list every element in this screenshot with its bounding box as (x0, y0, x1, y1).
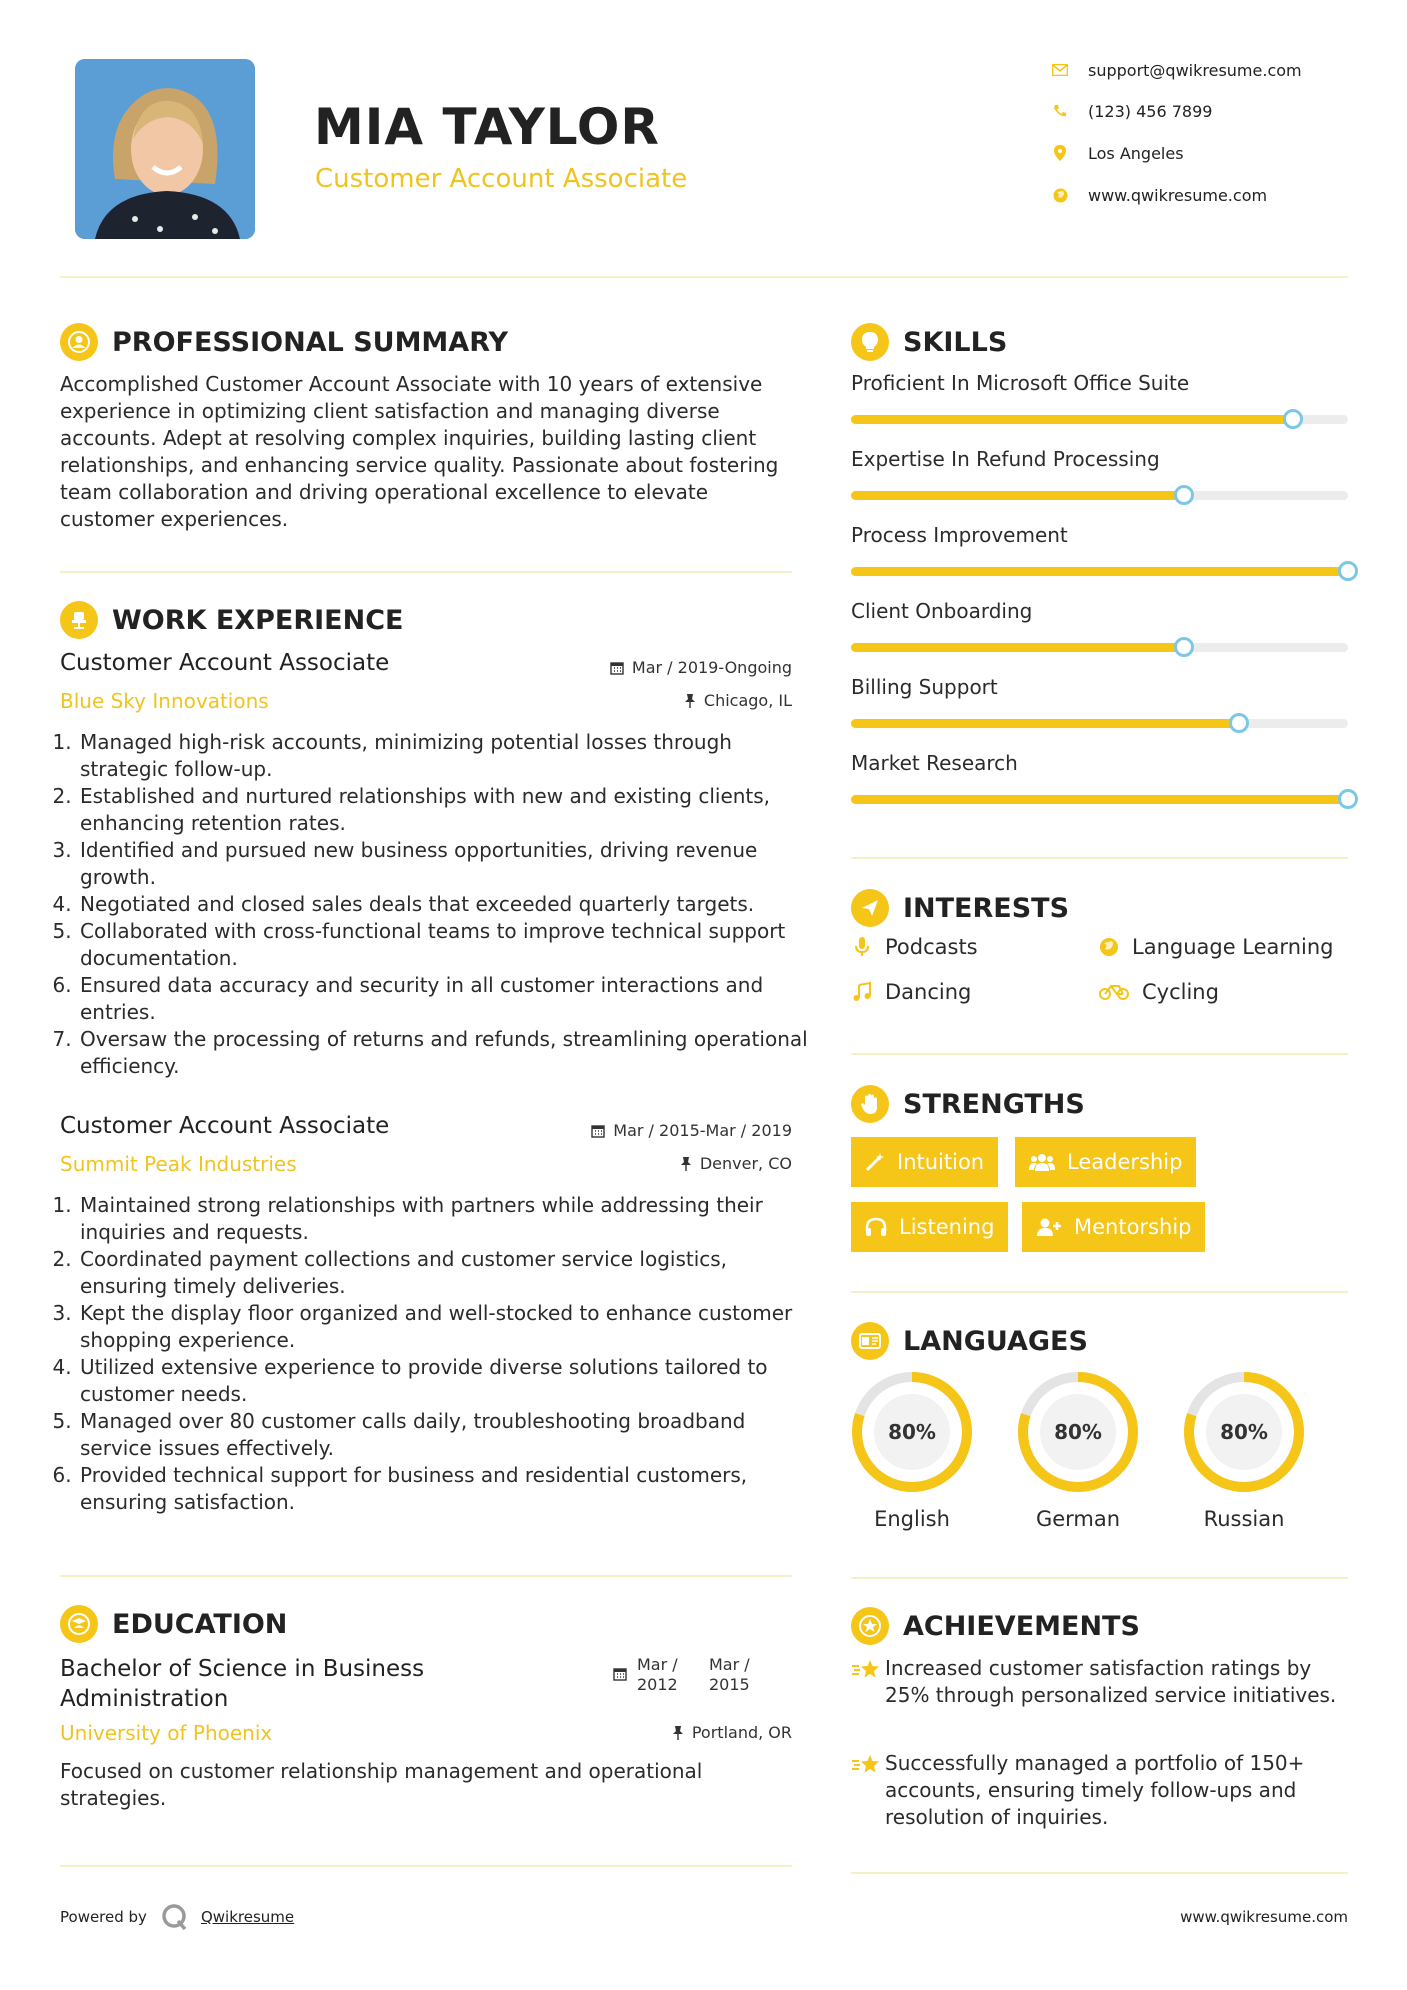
strength-badge-mentorship: Mentorship (1022, 1202, 1205, 1252)
skill-label: Client Onboarding (851, 599, 1033, 623)
hand-icon (851, 1085, 889, 1123)
skills-heading: SKILLS (851, 323, 1007, 361)
skill-level-fill (851, 415, 1293, 424)
skill-level-bar (851, 719, 1348, 728)
list-item: 6. Ensured data accuracy and security in all customer interactions and entries. (78, 972, 818, 1026)
magic-wand-icon (865, 1152, 885, 1172)
interest-dancing: Dancing (851, 980, 971, 1004)
job-2-dates: Mar / 2015-Mar / 2019 (500, 1121, 792, 1140)
users-icon (1029, 1152, 1055, 1172)
strength-badge-intuition: Intuition (851, 1137, 998, 1187)
shooting-star-icon (851, 1655, 885, 1709)
list-item: 5. Collaborated with cross-functional teams to improve technical support documentation. (78, 918, 818, 972)
skill-level-fill (851, 491, 1184, 500)
summary-heading: PROFESSIONAL SUMMARY (60, 323, 508, 361)
skill-level-fill (851, 795, 1348, 804)
list-item: 4. Negotiated and closed sales deals that exceeded quarterly targets. (78, 891, 818, 918)
languages-heading: LANGUAGES (851, 1322, 1088, 1360)
user-plus-icon (1036, 1217, 1062, 1237)
skill-level-knob (1283, 409, 1303, 429)
interests-divider (851, 1053, 1348, 1055)
education-divider (60, 1865, 792, 1867)
achievements-heading: ACHIEVEMENTS (851, 1607, 1140, 1645)
education-start-date: Mar / 2012 (637, 1655, 678, 1694)
star-badge-icon (851, 1607, 889, 1645)
list-item: 1. Maintained strong relationships with partners while addressing their inquiries and requests. (78, 1192, 818, 1246)
education-school: University of Phoenix (60, 1721, 273, 1745)
job-2-company: Summit Peak Industries (60, 1152, 297, 1176)
job-2-location: Denver, CO (500, 1154, 792, 1173)
list-item: 5. Managed over 80 customer calls daily, troubleshooting broadband service issues effectively. (78, 1408, 818, 1462)
language-ring-chart (1183, 1371, 1305, 1493)
skill-label: Proficient In Microsoft Office Suite (851, 371, 1190, 395)
job-1-company: Blue Sky Innovations (60, 689, 269, 713)
skill-level-bar (851, 491, 1348, 500)
candidate-name: MIA TAYLOR (314, 98, 660, 156)
work-heading: WORK EXPERIENCE (60, 601, 403, 639)
contact-website[interactable]: www.qwikresume.com (1050, 181, 1267, 209)
qwikresume-logo-icon (161, 1903, 189, 1931)
work-divider (60, 1575, 792, 1577)
calendar-icon (613, 1667, 627, 1681)
skill-level-bar (851, 415, 1348, 424)
list-item: 6. Provided technical support for business and residential customers, ensuring satisfaction. (78, 1462, 818, 1516)
skill-label: Market Research (851, 751, 1018, 775)
language-percent: 80% (1220, 1420, 1268, 1444)
list-item: 1. Managed high-risk accounts, minimizing potential losses through strategic follow-up. (78, 729, 818, 783)
strengths-divider (851, 1291, 1348, 1293)
achievements-divider (851, 1872, 1348, 1874)
globe-icon (1050, 185, 1070, 205)
education-end-date: Mar / 2015 (709, 1655, 750, 1694)
job-2-title: Customer Account Associate (60, 1113, 390, 1139)
pushpin-icon (684, 694, 696, 708)
contact-location: Los Angeles (1050, 139, 1184, 167)
summary-text: Accomplished Customer Account Associate with 10 years of extensive experience in optimizing client satisfaction and managing diverse accounts. Adept at resolving complex inquiries, building lasting client relationships, and enhancing service quality. Passionate about fostering team collaboration and driving operational excellence to elevate customer experiences. (60, 372, 779, 531)
language-percent: 80% (888, 1420, 936, 1444)
footer-site-link[interactable]: www.qwikresume.com (1180, 1908, 1348, 1926)
strengths-heading: STRENGTHS (851, 1085, 1085, 1123)
phone-icon (1050, 101, 1070, 121)
calendar-icon (591, 1124, 605, 1138)
language-label: German (1035, 1507, 1121, 1531)
language-ring (1017, 1371, 1139, 1497)
list-item: 2. Coordinated payment collections and customer service logistics, ensuring timely deliveries. (78, 1246, 818, 1300)
strength-badge-leadership: Leadership (1015, 1137, 1196, 1187)
skill-level-knob (1338, 561, 1358, 581)
education-degree: Bachelor of Science in Business Administration (60, 1656, 425, 1712)
job-1-dates: Mar / 2019-Ongoing (500, 658, 792, 677)
graduate-icon (60, 1605, 98, 1643)
user-icon (60, 323, 98, 361)
envelope-icon (1050, 60, 1070, 80)
language-percent: 80% (1054, 1420, 1102, 1444)
footer-powered-by: Powered by Qwikresume (60, 1903, 294, 1931)
skill-label: Billing Support (851, 675, 998, 699)
skill-level-bar (851, 567, 1348, 576)
list-item: 3. Kept the display floor organized and well-stocked to enhance customer shopping experience. (78, 1300, 818, 1354)
microphone-icon (851, 936, 873, 958)
language-ring-chart (851, 1371, 973, 1493)
skill-level-bar (851, 795, 1348, 804)
list-item: 3. Identified and pursued new business opportunities, driving revenue growth. (78, 837, 818, 891)
interest-cycling: Cycling (1098, 980, 1219, 1004)
interest-podcasts: Podcasts (851, 935, 978, 959)
paper-plane-icon (851, 889, 889, 927)
summary-divider (60, 571, 792, 573)
pushpin-icon (672, 1726, 684, 1740)
skill-label: Process Improvement (851, 523, 1068, 547)
language-ring-chart (1017, 1371, 1139, 1493)
skill-level-knob (1338, 789, 1358, 809)
bicycle-icon (1098, 983, 1130, 1001)
header-divider (60, 276, 1348, 278)
language-ring (1183, 1371, 1305, 1497)
calendar-icon (610, 661, 624, 675)
pushpin-icon (680, 1157, 692, 1171)
language-label: Russian (1203, 1507, 1285, 1531)
job-1-title: Customer Account Associate (60, 650, 390, 676)
profile-photo (75, 59, 255, 239)
contact-phone[interactable]: (123) 456 7899 (1050, 97, 1212, 125)
footer-brand-link[interactable]: Qwikresume (200, 1908, 295, 1926)
briefcase-chair-icon (60, 601, 98, 639)
skill-level-knob (1174, 637, 1194, 657)
languages-divider (851, 1577, 1348, 1579)
candidate-role: Customer Account Associate (315, 164, 688, 194)
education-dates (613, 1655, 793, 1695)
skill-level-knob (1174, 485, 1194, 505)
skill-level-fill (851, 643, 1184, 652)
list-item: 7. Oversaw the processing of returns and refunds, streamlining operational efficiency. (78, 1026, 818, 1080)
interest-language-learning: Language Learning (1098, 935, 1333, 959)
language-ring (851, 1371, 973, 1497)
globe-icon (1098, 937, 1120, 957)
list-item: 2. Established and nurtured relationships with new and existing clients, enhancing retention rates. (78, 783, 818, 837)
education-heading: EDUCATION (60, 1605, 287, 1643)
achievement-item: Successfully managed a portfolio of 150+ accounts, ensuring timely follow-ups and resolution of inquiries. (851, 1750, 1351, 1831)
lightbulb-icon (851, 323, 889, 361)
skill-level-fill (851, 567, 1348, 576)
education-description: Focused on customer relationship management and operational strategies. (60, 1759, 703, 1810)
skill-level-knob (1229, 713, 1249, 733)
shooting-star-icon (851, 1750, 885, 1831)
language-card-icon (851, 1322, 889, 1360)
interests-heading: INTERESTS (851, 889, 1069, 927)
skill-level-bar (851, 643, 1348, 652)
music-note-icon (851, 982, 873, 1002)
contact-email[interactable]: support@qwikresume.com (1050, 56, 1302, 84)
job-1-location: Chicago, IL (500, 691, 792, 710)
list-item: 4. Utilized extensive experience to provide diverse solutions tailored to customer needs. (78, 1354, 818, 1408)
job-1-responsibilities (54, 729, 818, 1080)
job-2-responsibilities (54, 1192, 818, 1516)
achievement-item: Increased customer satisfaction ratings by 25% through personalized service initiatives. (851, 1655, 1351, 1709)
skill-label: Expertise In Refund Processing (851, 447, 1160, 471)
map-pin-icon (1050, 143, 1070, 163)
education-location: Portland, OR (500, 1723, 792, 1742)
skills-divider (851, 857, 1348, 859)
language-label: English (874, 1507, 950, 1531)
strength-badge-listening: Listening (851, 1202, 1008, 1252)
headphones-icon (865, 1217, 887, 1237)
skill-level-fill (851, 719, 1239, 728)
